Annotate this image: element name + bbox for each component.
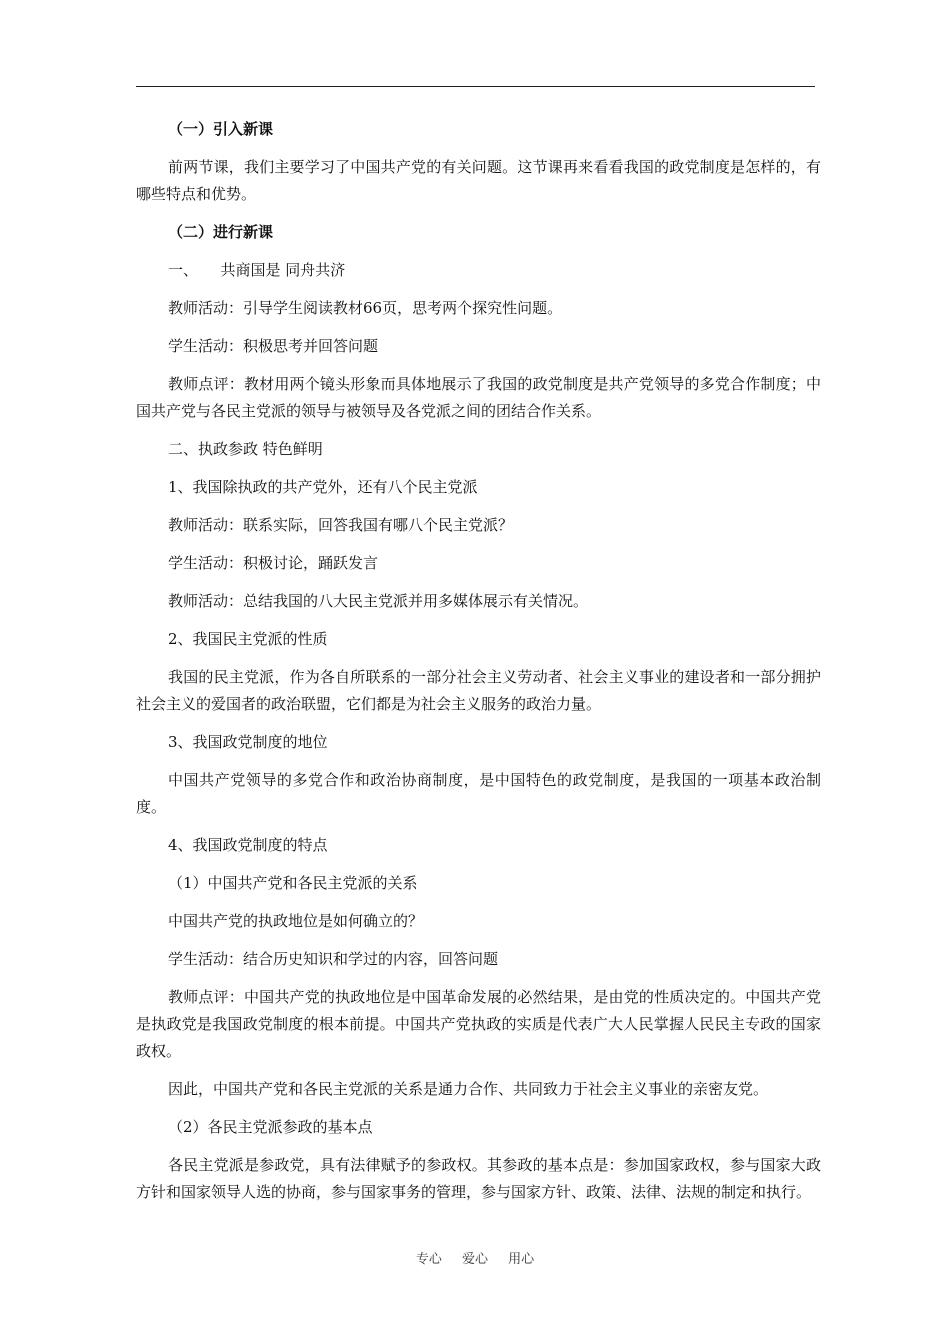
student-activity-3: 学生活动：结合历史知识和学过的内容，回答问题 — [168, 950, 499, 968]
teacher-activity-3: 教师活动：总结我国的八大民主党派并用多媒体展示有关情况。 — [168, 592, 589, 610]
page-footer — [0, 1248, 950, 1267]
sub-point-1: （1）中国共产党和各民主党派的关系 — [168, 874, 418, 892]
heading-new-lesson: （二）进行新课 — [168, 223, 274, 241]
intro-paragraph: 前两节课，我们主要学习了中国共产党的有关问题。这节课再来看看我国的政党制度是怎样的，有哪些特点和优势。 — [136, 158, 821, 203]
footer-word-1: 专心 — [415, 1252, 442, 1267]
section-one-title: 一、 共商国是 同舟共济 — [168, 261, 346, 279]
footer-word-2: 爱心 — [461, 1252, 488, 1267]
header-rule — [136, 86, 815, 87]
teacher-comment-2: 教师点评：中国共产党的执政地位是中国革命发展的必然结果，是由党的性质决定的。中国共产党是执政党是我国政党制度的根本前提。中国共产党执政的实质是代表广大人民掌握人民民主专政的国家政权。 — [136, 988, 821, 1060]
footer-word-3: 用心 — [508, 1252, 535, 1267]
status-paragraph: 中国共产党领导的多党合作和政治协商制度，是中国特色的政党制度，是我国的一项基本政治制度。 — [136, 771, 821, 816]
heading-introduce: （一）引入新课 — [168, 120, 274, 138]
point-1: 1、我国除执政的共产党外，还有八个民主党派 — [168, 478, 478, 496]
basic-points-paragraph: 各民主党派是参政党，具有法律赋予的参政权。其参政的基本点是：参加国家政权，参与国家大政方针和国家领导人选的协商，参与国家事务的管理，参与国家方针、政策、法律、法规的制定和执行。 — [136, 1156, 821, 1201]
sub-point-2: （2）各民主党派参政的基本点 — [168, 1118, 373, 1136]
teacher-activity-1: 教师活动：引导学生阅读教材66页，思考两个探究性问题。 — [168, 299, 563, 317]
conclusion-paragraph: 因此，中国共产党和各民主党派的关系是通力合作、共同致力于社会主义事业的亲密友党。 — [168, 1080, 769, 1098]
student-activity-1: 学生活动：积极思考并回答问题 — [168, 337, 379, 355]
document-body — [136, 116, 821, 1217]
teacher-comment-1: 教师点评：教材用两个镜头形象而具体地展示了我国的政党制度是共产党领导的多党合作制度；中国共产党与各民主党派的领导与被领导及各党派之间的团结合作关系。 — [136, 375, 821, 420]
point-2: 2、我国民主党派的性质 — [168, 630, 328, 648]
teacher-activity-2: 教师活动：联系实际，回答我国有哪八个民主党派？ — [168, 516, 514, 534]
student-activity-2: 学生活动：积极讨论，踊跃发言 — [168, 554, 379, 572]
point-3: 3、我国政党制度的地位 — [168, 733, 328, 751]
question-paragraph: 中国共产党的执政地位是如何确立的？ — [168, 912, 424, 930]
nature-paragraph: 我国的民主党派，作为各自所联系的一部分社会主义劳动者、社会主义事业的建设者和一部分拥护社会主义的爱国者的政治联盟，它们都是为社会主义服务的政治力量。 — [136, 668, 821, 713]
point-4: 4、我国政党制度的特点 — [168, 836, 328, 854]
section-two-title: 二、执政参政 特色鲜明 — [168, 440, 323, 458]
